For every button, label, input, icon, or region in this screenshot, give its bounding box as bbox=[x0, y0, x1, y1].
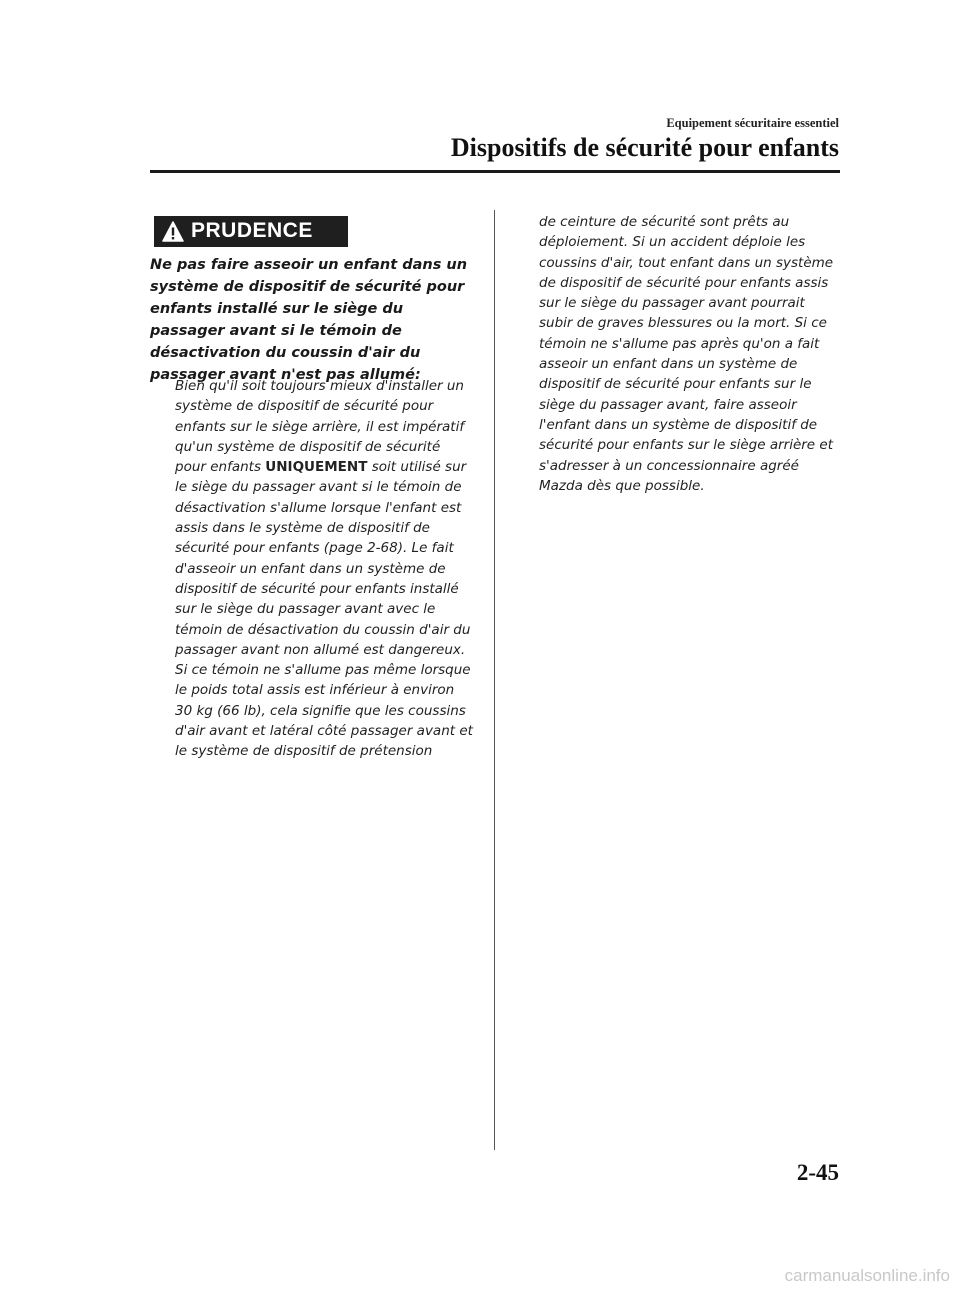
warning-triangle-icon bbox=[162, 221, 184, 242]
caution-banner bbox=[154, 216, 348, 247]
caution-body-continued: de ceinture de sécurité sont prêts au déploiement. Si un accident déploie les coussins d'air, tout enfant dans un système de dispositif de sécurité pour enfants assis sur le siège du passager avant pourrait subir de graves blessures ou la mort. Si ce témoin ne s'allume pas après qu'on a fait asseoir un enfant dans un système de dispositif de sécurité pour enfants sur le siège du passager avant, faire asseoir l'enfant dans un système de dispositif de sécurité pour enfants sur le siège arrière et s'adresser à un concessionnaire agréé Mazda dès que possible. bbox=[539, 214, 834, 494]
watermark: carmanualsonline.info bbox=[784, 1266, 950, 1285]
chapter-title: Dispositifs de sécurité pour enfants bbox=[450, 133, 839, 162]
section-label: Equipement sécuritaire essentiel bbox=[666, 116, 839, 130]
caution-body bbox=[175, 376, 475, 762]
header-rule bbox=[150, 170, 840, 173]
caution-heading: Ne pas faire asseoir un enfant dans un système de dispositif de sécurité pour enfants installé sur le siège du passager avant si le témoin de désactivation du coussin d'air du passager avant n'est pas allumé: bbox=[150, 257, 468, 383]
column-divider bbox=[494, 210, 495, 1150]
caution-body-emphasis: UNIQUEMENT bbox=[265, 459, 368, 476]
caution-label: PRUDENCE bbox=[191, 219, 313, 242]
caution-body-part2: soit utilisé sur le siège du passager avant si le témoin de désactivation s'allume lorsque l'enfant est assis dans le système de dispositif de sécurité pour enfants (page 2-68). Le fait d'asseoir un enfant dans un système de dispositif de sécurité pour enfants installé sur le siège du passager avant avec le témoin de désactivation du coussin d'air du passager avant non allumé est dangereux. Si ce témoin ne s'allume pas même lorsque le poids total assis est inférieur à environ 30 kg (66 lb), cela signifie que les coussins d'air avant et latéral côté passager avant et le système de dispositif de prétension bbox=[175, 459, 473, 760]
page-number: 2-45 bbox=[796, 1160, 839, 1185]
caution-body-part1: Bien qu'il soit toujours mieux d'installer un système de dispositif de sécurité pour enfants sur le siège arrière, il est impératif qu'un système de dispositif de sécurité pour enfants bbox=[175, 378, 465, 476]
